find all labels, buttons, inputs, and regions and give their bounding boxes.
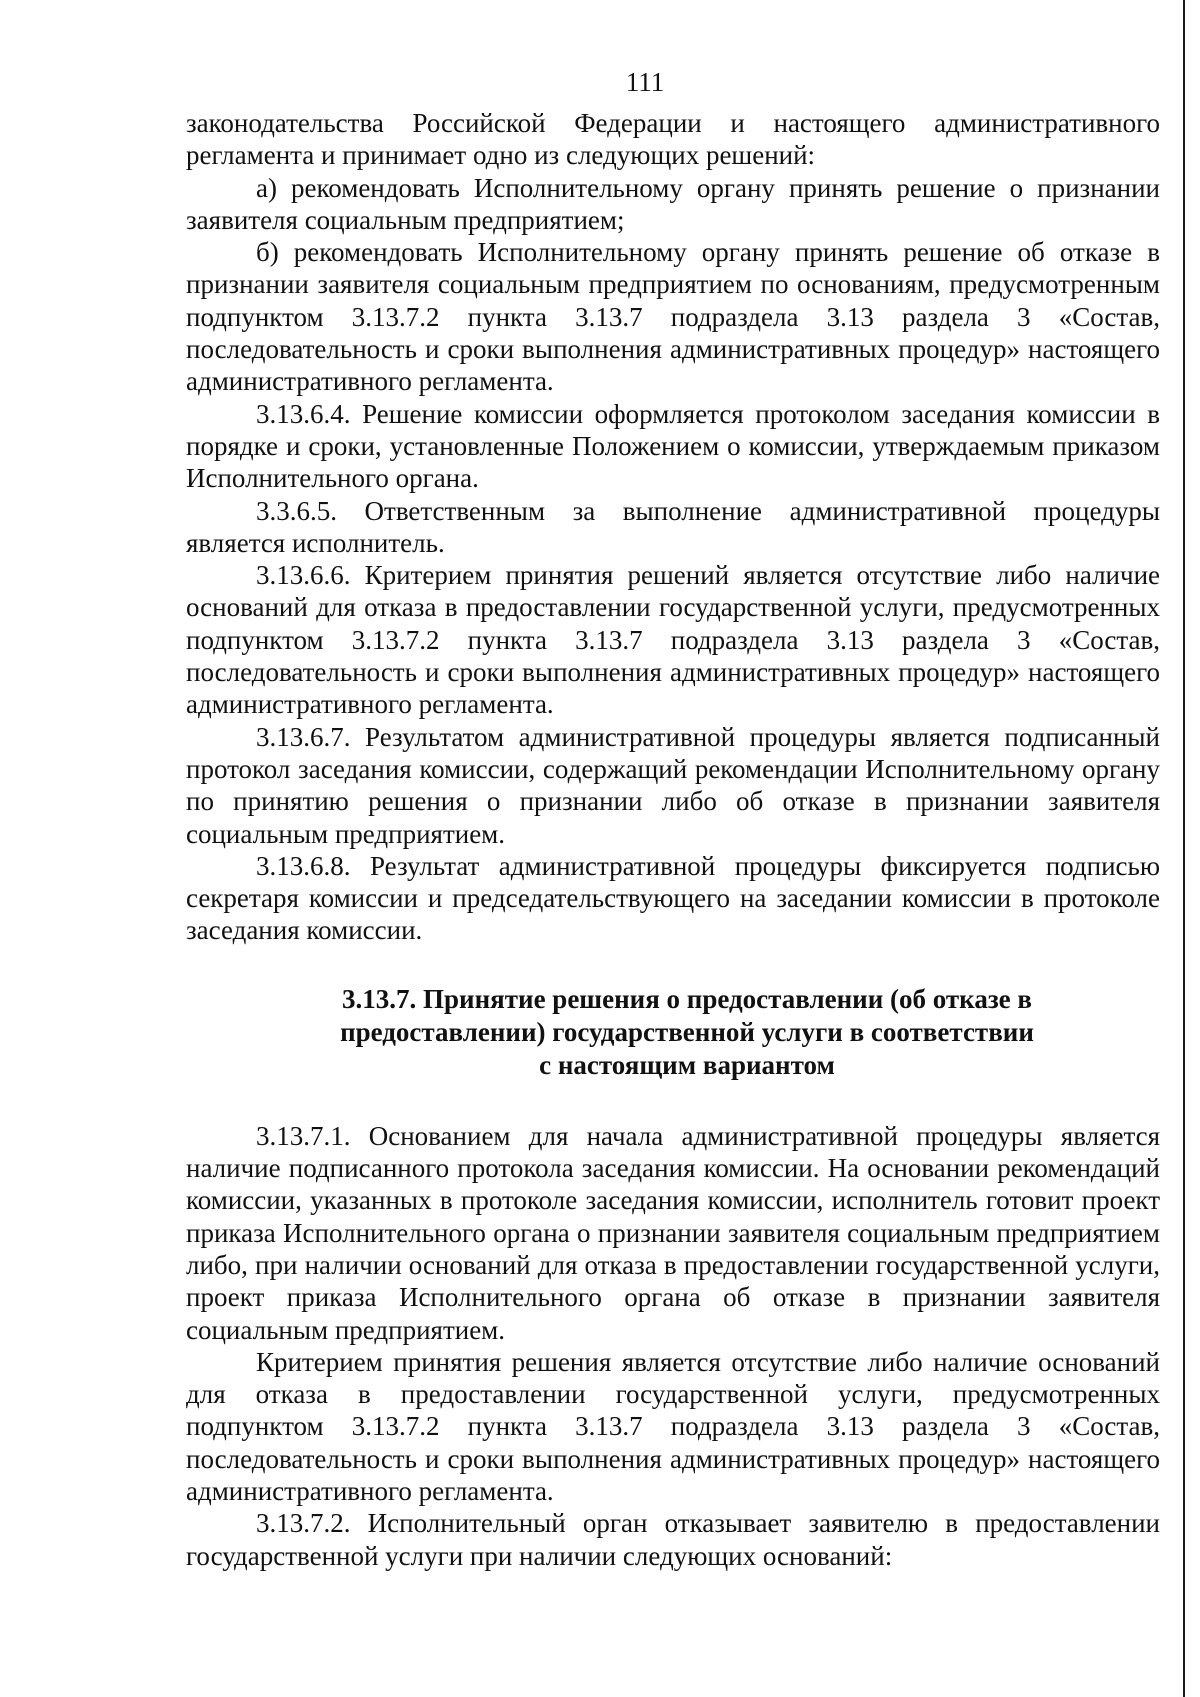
paragraph-3-13-7-2: 3.13.7.2. Исполнительный орган отказывает заявителю в предоставлении государственной услуги при наличии следующих оснований: <box>186 1508 1160 1571</box>
page-edge-line <box>1183 0 1185 1697</box>
section-heading-line: 3.13.7. Принятие решения о предоставлении (об отказе в <box>342 983 1032 1014</box>
section-heading-line: с настоящим вариантом <box>539 1049 835 1080</box>
paragraph: законодательства Российской Федерации и настоящего административного регламента и принимает одно из следующих решений: <box>186 108 1160 171</box>
paragraph-decision-a: а) рекомендовать Исполнительному органу принять решение о признании заявителя социальным предприятием; <box>186 172 1160 235</box>
paragraph-3-13-6-6: 3.13.6.6. Критерием принятия решений является отсутствие либо наличие оснований для отказа в предоставлении государственной услуги, предусмотренных подпунктом 3.13.7.2 пункта 3.13.7 подраздела 3.13 раздела 3 «Состав, последовательность и сроки выполнения административных процедур» настоящего административного регламента. <box>186 560 1160 720</box>
paragraph-3-13-6-7: 3.13.6.7. Результатом административной процедуры является подписанный протокол заседания комиссии, содержащий рекомендации Исполнительному органу по принятию решения о признании либо об отказе в признании заявителя социальным предприятием. <box>186 721 1160 849</box>
paragraph-3-13-6-8: 3.13.6.8. Результат административной процедуры фиксируется подписью секретаря комиссии и председательствующего на заседании комиссии в протоколе заседания комиссии. <box>186 850 1160 946</box>
paragraph-decision-b: б) рекомендовать Исполнительному органу принять решение об отказе в признании заявителя социальным предприятием по основаниям, предусмотренным подпунктом 3.13.7.2 пункта 3.13.7 подраздела 3.13 раздела 3 «Состав, последовательность и сроки выполнения административных процедур» настоящего административного регламента. <box>186 237 1160 397</box>
section-heading <box>186 983 1160 1082</box>
paragraph-criterion: Критерием принятия решения является отсутствие либо наличие оснований для отказа в предоставлении государственной услуги, предусмотренных подпунктом 3.13.7.2 пункта 3.13.7 подраздела 3.13 раздела 3 «Состав, последовательность и сроки выполнения административных процедур» настоящего административного регламента. <box>186 1346 1160 1506</box>
page-number: 111 <box>625 67 665 97</box>
paragraph-3-13-7-1: 3.13.7.1. Основанием для начала административной процедуры является наличие подписанного протокола заседания комиссии. На основании рекомендаций комиссии, указанных в протоколе заседания комиссии, исполнитель готовит проект приказа Исполнительного органа о признании заявителя социальным предприятием либо, при наличии оснований для отказа в предоставлении государственной услуги, проект приказа Исполнительного органа об отказе в признании заявителя социальным предприятием. <box>186 1120 1160 1345</box>
section-heading-line: предоставлении) государственной услуги в соответствии <box>340 1016 1034 1047</box>
paragraph-3-3-6-5: 3.3.6.5. Ответственным за выполнение административной процедуры является исполнитель. <box>186 495 1160 558</box>
document-body <box>186 107 1160 1572</box>
paragraph-3-13-6-4: 3.13.6.4. Решение комиссии оформляется протоколом заседания комиссии в порядке и сроки, установленные Положением о комиссии, утверждаемым приказом Исполнительного органа. <box>186 398 1160 494</box>
